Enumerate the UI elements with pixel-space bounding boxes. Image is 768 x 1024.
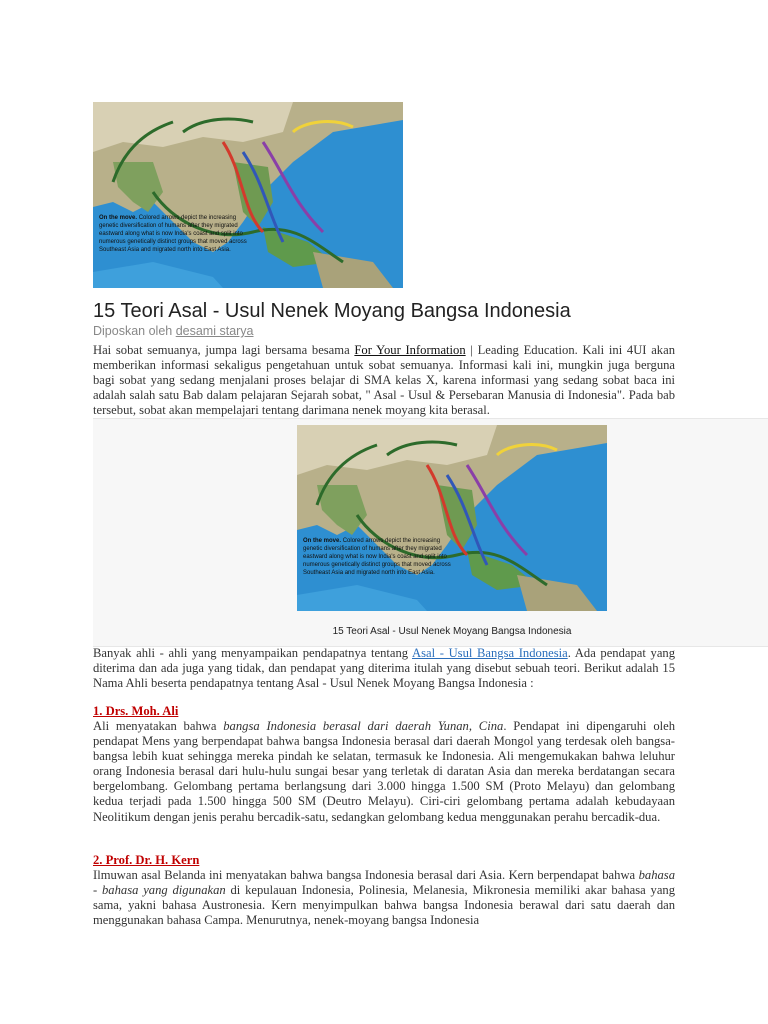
map-caption [99,214,249,254]
figure-map-image[interactable] [297,425,607,611]
kern-text-start: Ilmuwan asal Belanda ini menyatakan bahwa bangsa Indonesia berasal dari Asia. Kern berpendapat bahwa [93,868,639,882]
theories-intro-start: Banyak ahli - ahli yang menyampaikan pendapatnya tentang [93,646,413,660]
map-caption-title: On the move. [99,215,138,221]
kern-text-end: di kepulauan Indonesia, Polinesia, Melanesia, Mikronesia memiliki akar bahasa yang sama, yakni bahasa Austronesia. Kern menyimpulkan bahwa bangsa Indonesia berawal dari satu daerah dan menggunakan bahasa Campa. Menurutnya, nenek-moyang bangsa Indonesia [93,883,675,928]
moh-ali-emphasis: bangsa Indonesia berasal dari daerah Yunan, Cina [223,719,504,733]
page-title: 15 Teori Asal - Usul Nenek Moyang Bangsa Indonesia [93,300,571,322]
migration-map-graphic [297,425,607,611]
theories-intro-paragraph [93,646,675,691]
byline [93,324,254,338]
kern-paragraph [93,868,675,928]
asal-usul-link[interactable]: Asal - Usul Bangsa Indonesia [412,646,568,660]
hero-map-image [93,102,403,288]
byline-prefix: Diposkan oleh [93,324,173,338]
moh-ali-text-end: . Pendapat ini dipengaruhi oleh pendapat Mens yang berpendapat bahwa bangsa Indonesia berasal dari daerah Mongol yang terdesak oleh bangsa-bangsa lebih kuat sehingga mereka pindah ke selatan, termasuk ke Indonesia. Ali mengemukakan bahwa leluhur orang Indonesia berasal dari hulu-hulu sungai besar yang terletak di daratan Asia dan mereka berdatangan secara bergelombang. Gelombang pertama berlangsung dari 3.000 hingga 1.500 SM (Proto Melayu) dan gelombang kedua terjadi pada 1.500 hingga 500 SM (Deutro Melayu). Ciri-ciri gelombang pertama adalah kebudayaan Neolitikum dengan jenis perahu bercadik-satu, sedangkan gelombang kedua menggunakan perahu bercadik-dua. [93,719,676,824]
map-caption-title: On the move. [303,538,342,544]
moh-ali-paragraph [93,719,675,825]
author-link[interactable]: desami starya [175,324,254,338]
kern-emphasis: bahasa - bahasa yang digunakan [93,868,675,898]
section-heading-moh-ali: 1. Drs. Moh. Ali [93,704,179,718]
intro-text-start: Hai sobat semuanya, jumpa lagi bersama besama [93,343,355,357]
migration-map-graphic [93,102,403,288]
theories-intro-end: . Ada pendapat yang diterima dan ada juga yang tidak, dan pendapat yang diterima itulah yang disebut sebuah teori. Berikut adalah 15 Nama Ahli beserta pendapatnya tentang Asal - Usul Nenek Moyang Bangsa Indonesia : [93,646,676,691]
intro-paragraph [93,343,675,418]
figure-caption: 15 Teori Asal - Usul Nenek Moyang Bangsa Indonesia [332,626,572,637]
moh-ali-text-start: Ali menyatakan bahwa [93,719,224,733]
map-caption [303,537,453,577]
map-caption-text: Colored arrows depict the increasing genetic diversification of humans after they migrated eastward along what is now India's coast and split into numerous genetically distinct groups that moved across Southeast Asia and migrated north into East Asia. [303,538,451,576]
map-caption-text: Colored arrows depict the increasing genetic diversification of humans after they migrated eastward along what is now India's coast and split into numerous genetically distinct groups that moved across Southeast Asia and migrated north into East Asia. [99,215,247,253]
section-heading-kern: 2. Prof. Dr. H. Kern [93,853,200,867]
for-your-information-link[interactable]: For Your Information [354,343,466,357]
intro-text-end: | Leading Education. Kali ini 4UI akan memberikan informasi sekaligus pengetahuan untuk sobat semuanya. Informasi kali ini, mungkin juga berguna bagi sobat yang sedang menjalani proses belajar di SMA kelas X, karena informasi yang sedang sobat baca ini adalah salah satu Bab dalam pelajaran Sejarah sobat, " Asal - Usul & Persebaran Manusia di Indonesia". Pada bab tersebut, sobat akan mempelajari tentang darimana nenek moyang kita berasal. [93,343,675,418]
